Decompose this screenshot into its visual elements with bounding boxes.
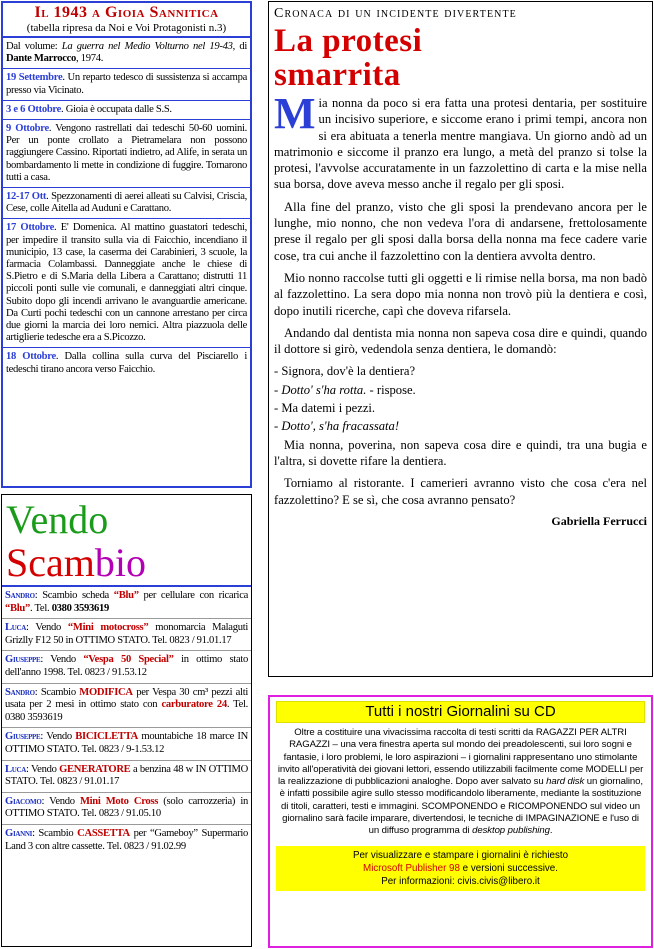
dialogue-quote: Dotto' s'ha rotta. [281,382,367,397]
ad-text: per cellulare con ricarica [138,590,249,601]
entry-date: 18 Ottobre [6,351,56,363]
cd-promo-text [276,727,645,838]
dialogue-dash: - [274,419,282,434]
classified-ad [2,683,251,728]
article-title [274,24,647,92]
classified-ad [2,760,251,792]
article-paragraph: Torniamo al ristorante. I camerieri avranno visto che cosa c'era nel fazzolettino? E se sì, che cosa avranno pensato? [274,476,647,507]
source-mid: , di [232,41,247,52]
cd-text-part: Oltre a costituire una vivacissima raccolta di testi scritti da RAGAZZI PER ALTRI RAGAZZI – una vera finestra aperta sul mondo dei preadolescenti, sui loro sogni e fantasie, i loro problemi, le loro aspirazioni – i giornalini rappresentano uno stimolante invito all'operatività dei giovani lettori, essendo utilizzabili facilmente come MODELLI per la realizzazione di pubblicazioni analoghe. Dopo aver salvato su [277,727,644,788]
dialogue-dash: - [274,382,282,397]
classifieds-box [1,494,252,947]
ad-text: in ottimo stato dell'anno 1998. Tel. 0823 / 91.53.12 [5,654,248,678]
history-entry [3,348,250,378]
classified-ad [2,792,251,824]
history-entry [3,69,250,100]
cd-footer-text: e versioni successive. [459,862,558,874]
ad-text: : Vendo [40,731,76,743]
ad-highlight: “Vespa 50 Special” [83,654,174,666]
article-paragraph-text: ia nonna da poco si era fatta una protesi dentaria, per sostituire un incisivo superiore, e siccome erano i primi tempi, ancora non si era abituata a tenerla mentre mangiava. Un giorno andò ad un matrimonio e siccome il pranzo era lungo, a metà del pranzo si tolse la protesi, l'avvolse accuratamente in un fazzolettino di carta e la mise nella sua borsa, dove aveva messo anche il regalo per gli sposi. [274,96,647,192]
ad-highlight: BICICLETTA [75,731,138,743]
cd-footer-line [276,862,645,875]
ad-highlight: “Blu” [5,602,30,614]
cd-text-italic: hard disk [546,776,585,788]
ad-highlight: Mini Moto Cross [79,795,159,807]
history-entry [3,120,250,188]
ad-highlight: “Mini motocross” [67,622,149,634]
ad-name: Giacomo [5,795,42,807]
classified-ad [2,824,251,856]
dialogue-line [274,418,647,434]
entry-date: 12-17 Ott [6,191,47,203]
ad-name: Giuseppe [5,731,41,743]
ad-name: Luca [5,622,27,634]
entry-text: . Un reparto tedesco di sussistenza si accampa presso via Vicinato. [6,72,247,96]
history-entry [3,219,250,348]
drop-cap: M [274,89,316,138]
ad-text: : Scambio [34,686,80,698]
cd-text-italic: desktop publishing [472,825,550,837]
history-entry [3,188,250,219]
dialogue-quote: Dotto', s'ha fracassata! [281,419,400,434]
classified-ad [2,727,251,759]
ad-highlight: “Blu” [113,590,139,601]
cd-footer-contact: Per informazioni: civis.civis@libero.it [381,875,540,887]
ad-text: : Vendo [40,654,84,666]
ad-text: monomarcia Malaguti Grizlly F12 50 in OTTIMO STATO. Tel. 0823 / 91.01.17 [5,622,248,646]
ad-name: Gianni [5,827,33,839]
ad-text: a benzina 48 w IN OTTIMO STATO. Tel. 0823 / 91.01.17 [5,763,249,788]
ad-name: Sandro [5,686,35,698]
ad-text: per Vespa 30 cm³ pezzi alti usata per 2 mesi in ottimo stato con [5,686,248,711]
classified-ad [2,585,251,618]
entry-text: . E' Domenica. Al mattino guastatori tedeschi, per impedire il transito sulla via di Faicchio, incendiano il municipio, 13 case, la caserma dei Carabinieri, 3 scuole, la farmacia Colambassi. Danneggiate anche le chiese di S.Pietro e di S.Maria della Libera a Carattano; distrutti 11 piccoli ponti sulle vie comunali, e danneggiati altri cinque. Subito dopo gli incendi arrivano le avanguardie americane. Da Curti pochi tedeschi con un cannone arrestano per circa due giorni la marcia dei loro nemici. Altra piazzuola delle artiglierie tedesche era a S.Picozzo. [6,222,247,344]
entry-text: . Dalla collina sulla curva del Pisciarello i tedeschi tirano ancora verso Faicchio. [6,351,247,375]
ad-highlight: carburatore 24 [161,699,227,711]
ad-name: Giuseppe [5,654,41,666]
ad-name: Sandro [5,590,35,601]
classified-ad [2,618,251,650]
article-paragraph [274,89,647,193]
history-entry [3,101,250,120]
ad-text: : Vendo [26,763,60,775]
article-title-line: La protesi [274,23,423,59]
entry-date: 19 Settembre [6,72,63,84]
history-title: Il 1943 a Gioia Sannitica [34,4,219,21]
history-header [3,3,250,38]
dialogue-line: - Ma datemi i pezzi. [274,401,376,416]
scambio-heading [2,541,251,585]
ad-text: . Tel. 0380 3593619 [5,699,248,723]
ad-phone: 0380 3593619 [51,602,110,614]
history-box [1,1,252,488]
scambio-heading-part1: Scam [6,540,95,585]
ad-text: : Vendo [26,622,68,634]
ad-text: : Scambio scheda [34,590,114,601]
ad-text: (solo carrozzeria) in OTTIMO STATO. Tel. 0823 / 91.05.10 [5,795,249,820]
entry-date: 9 Ottobre [6,123,49,135]
ad-highlight: MODIFICA [79,686,133,698]
entry-text: . Spezzonamenti di aerei alleati su Calvisi, Criscia, Cese, colle Aitella ad Auduni e Carattano. [6,191,247,215]
source-prefix: Dal volume: [6,41,62,52]
cd-footer-line: Per visualizzare e stampare i giornalini è richiesto [352,849,569,861]
article-kicker: Cronaca di un incidente divertente [274,6,517,21]
vendo-heading: Vendo [6,497,109,542]
cd-text-part: . [549,825,553,837]
history-subtitle: (tabella ripresa da Noi e Voi Protagonisti n.3) [26,22,227,34]
cd-promo-box [268,695,653,948]
entry-date: 3 e 6 Ottobre [6,103,62,115]
ad-text: : Scambio [32,827,78,839]
source-book-title: La guerra nel Medio Volturno nel 19-43 [61,41,233,52]
source-author: Dante Marrocco [6,53,77,65]
scambio-heading-part2: bio [94,540,146,585]
ad-highlight: GENERATORE [59,763,131,775]
article-paragraph: Mia nonna, poverina, non sapeva cosa dire e quindi, tra una bugia e l'altra, si dovette rifare la dentiera. [274,437,647,468]
article-title-line: smarrita [274,57,401,93]
article-paragraph: Andando dal dentista mia nonna non sapeva cosa dire e quindi, quando il dottore si girò, vedendola senza dentiera, le domandò: [274,325,647,357]
dialogue-line [274,382,647,398]
ad-name: Luca [5,763,27,775]
cd-text-part: un giornalino, è infatti possibile agire sullo stesso modificandolo liberamente, mediante la sostituzione di titoli, caratteri, testi e immagini. SCOMPONENDO e RICOMPONENDO sul video un giornalino sarà facile imparare, divertendosi, le tecniche di IMPAGINAZIONE e l'uso di un diffuso programma di [279,776,643,837]
cd-promo-title: Tutti i nostri Giornalini su CD [276,701,645,723]
cd-footer-software: Microsoft Publisher 98 [363,862,460,874]
ad-text: per “Gameboy” Supermario Land 3 con altre cassette. Tel. 0823 / 91.02.99 [5,827,248,852]
dialogue-line: - Signora, dov'è la dentiera? [274,364,416,379]
entry-date: 17 Ottobre [6,222,54,234]
entry-text: . Vengono rastrellati dai tedeschi 50-60 uomini. Per un ponte crollato a Pietramelara non possono raggiungere Cassino. Riportati indietro, ad Alife, in serata un bombardamento li mette in condizione di fuggire. Tornarono tutti a casa. [6,123,247,183]
article-paragraph: Alla fine del pranzo, visto che gli sposi la prendevano ancora per le lunghe, mio nonno, che non vedeva l'ora di andarsene, frettolosamente prese il regalo per gli sposi dalla borsa della nonna ma fece cadere varie cose, tra cui anche il fazzolettino con la dentiera avvolta dentro. [274,199,647,263]
article-body [274,89,647,508]
entry-text: . Gioia è occupata dalle S.S. [61,103,172,115]
ad-text: . Tel. [30,602,52,614]
article-author: Gabriella Ferrucci [551,513,647,528]
article-box [268,1,653,677]
ad-highlight: CASSETTA [77,827,130,839]
classified-ad [2,650,251,682]
cd-promo-footer [276,846,645,891]
ad-text: : Vendo [41,795,80,807]
dialogue-tail: - rispose. [366,382,416,397]
source-year: , 1974. [76,53,104,65]
article-paragraph: Mio nonno raccolse tutti gli oggetti e li rimise nella borsa, ma non badò al fazzolettino. La sera dopo mia nonna non trovò più la dentiera e così, dopo inutili ricerche, capì che doveva rifarsela. [274,270,647,318]
history-source [3,38,250,69]
ad-text: mountabiche 18 marce IN OTTIMO STATO. Tel. 0823 / 9-1.53.12 [5,731,248,755]
